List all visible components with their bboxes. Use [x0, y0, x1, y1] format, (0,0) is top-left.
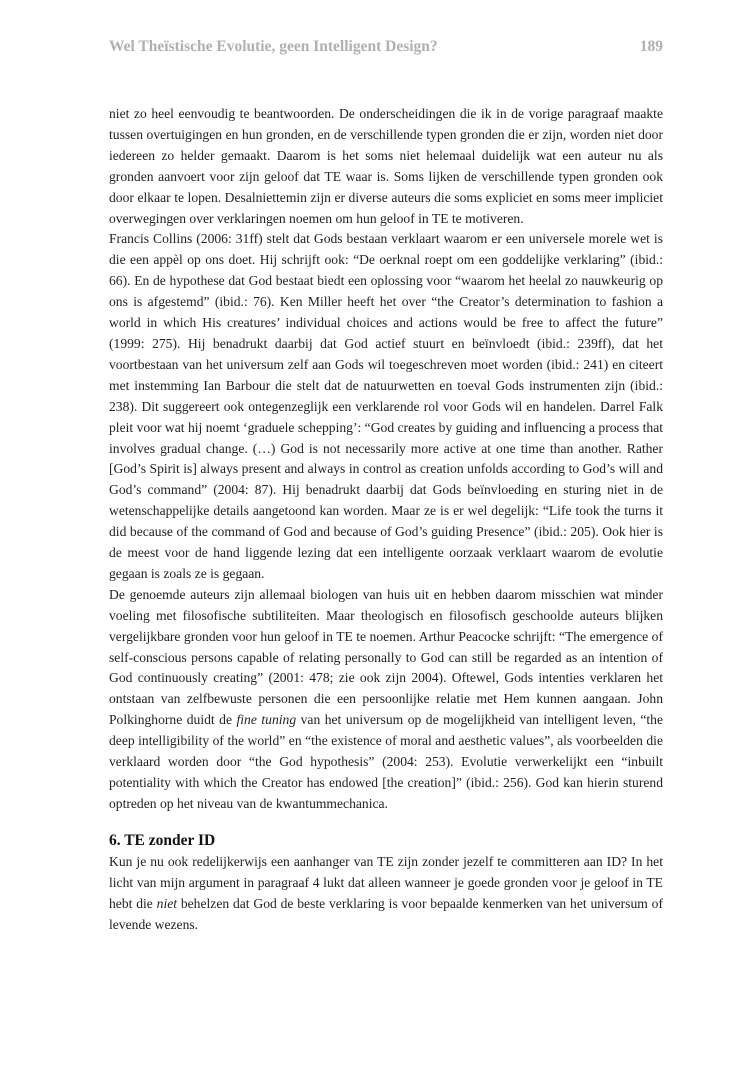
paragraph-3-text-b: van het universum op de mogelijkheid van intelligent leven, “the deep intelligibility of the world” en “the existence of moral and aesthetic values”, als voorbeelden die verklaard worden door “the God hypothesis” (2004: 253). Evolutie verwerkelijkt een “inbuilt potentiality with which the Creator has endowed [the creation]” (ibid.: 256). God kan hierin sturend optreden op het niveau van de kwantummechanica. [109, 712, 663, 811]
section-paragraph-text-a: Kun je nu ook redelijkerwijs een aanhanger van TE zijn zonder jezelf te committeren aan ID? In het licht van mijn argument in paragraaf 4 lukt dat alleen wanneer je goede gronden voor je geloof in TE hebt die [109, 853, 663, 911]
paragraph-3-text-a: De genoemde auteurs zijn allemaal biologen van huis uit en hebben daarom misschien wat minder voeling met filosofische subtiliteiten. Maar theologisch en filosofisch geschoolde auteurs blijken vergelijkbare gronden voor hun geloof in TE te noemen. Arthur Peacocke schrijft: “The emergence of self-conscious persons capable of relating personally to God can still be regarded as an intention of God continuously creating” (2001: 478; zie ook zijn 2004). Oftewel, Gods intenties verklaren het ontstaan van zelfbewuste personen die een persoonlijke relatie met Hem kunnen aangaan. John Polkinghorne duidt de [109, 586, 663, 728]
section-paragraph [109, 852, 663, 936]
paragraph-1: niet zo heel eenvoudig te beantwoorden. De onderscheidingen die ik in de vorige paragraaf maakte tussen overtuigingen en hun gronden, en de verschillende typen gronden die er zijn, worden niet door iedereen zo helder gemaakt. Daarom is het soms niet helemaal duidelijk wat een auteur nu als gronden aanvoert voor zijn geloof dat TE waar is. Soms lijken de verschillende typen gronden ook door elkaar te lopen. Desalniettemin zijn er diverse auteurs die soms expliciet en soms meer impliciet overwegingen over verklaringen noemen om hun geloof in TE te motiveren. [109, 106, 663, 226]
running-title: Wel Theïstische Evolutie, geen Intelligent Design? [109, 38, 438, 55]
section-paragraph-text-b: behelzen dat God de beste verklaring is voor bepaalde kenmerken van het universum of levende wezens. [109, 895, 663, 932]
body-text [109, 104, 663, 935]
running-header [109, 38, 663, 56]
paragraph-3-emphasis: fine tuning [236, 712, 297, 728]
section-paragraph-emphasis: niet [156, 895, 178, 911]
paragraph-3 [109, 585, 663, 815]
section-heading: 6. TE zonder ID [109, 831, 216, 849]
paragraph-2: Francis Collins (2006: 31ff) stelt dat Gods bestaan verklaart waarom er een universele morele wet is die een appèl op ons doet. Hij schrijft ook: “De oerknal roept om een goddelijke verklaring” (ibid.: 66). En de hypothese dat God bestaat biedt een oplossing voor “waarom het heelal zo nauwkeurig op ons is afgestemd” (ibid.: 76). Ken Miller heeft het over “the Creator’s determination to fashion a world in which His creatures’ individual choices and actions would be free to affect the future” (1999: 275). Hij benadrukt daarbij dat God actief stuurt en beïnvloedt (ibid.: 239ff), dat het voortbestaan van het universum zelf aan Gods wil toegeschreven moet worden (ibid.: 241) en citeert met instemming Ian Barbour die stelt dat de natuurwetten en toeval Gods instrumenten zijn (ibid.: 238). Dit suggereert ook ontegenzeglijk een verklarende rol voor Gods wil en handelen. Darrel Falk pleit voor wat hij noemt ‘graduele schepping’: “God creates by guiding and influencing a process that involves gradual change. (…) God is not necessarily more active at one time than another. Rather [God’s Spirit is] always present and always in control as creation unfolds according to God’s will and God’s command” (2004: 87). Hij benadrukt daarbij dat Gods beïnvloeding en sturing niet in de wetenschappelijke details aangetoond kan worden. Maar ze is er wel degelijk: “Life took the turns it did because of the command of God and because of God’s guiding Presence” (ibid.: 205). Ook hier is de meest voor de hand liggende lezing dat een intelligente oorzaak verklaart waarom de evolutie gegaan is zoals ze is gegaan. [109, 231, 663, 581]
page-number: 189 [639, 38, 663, 55]
